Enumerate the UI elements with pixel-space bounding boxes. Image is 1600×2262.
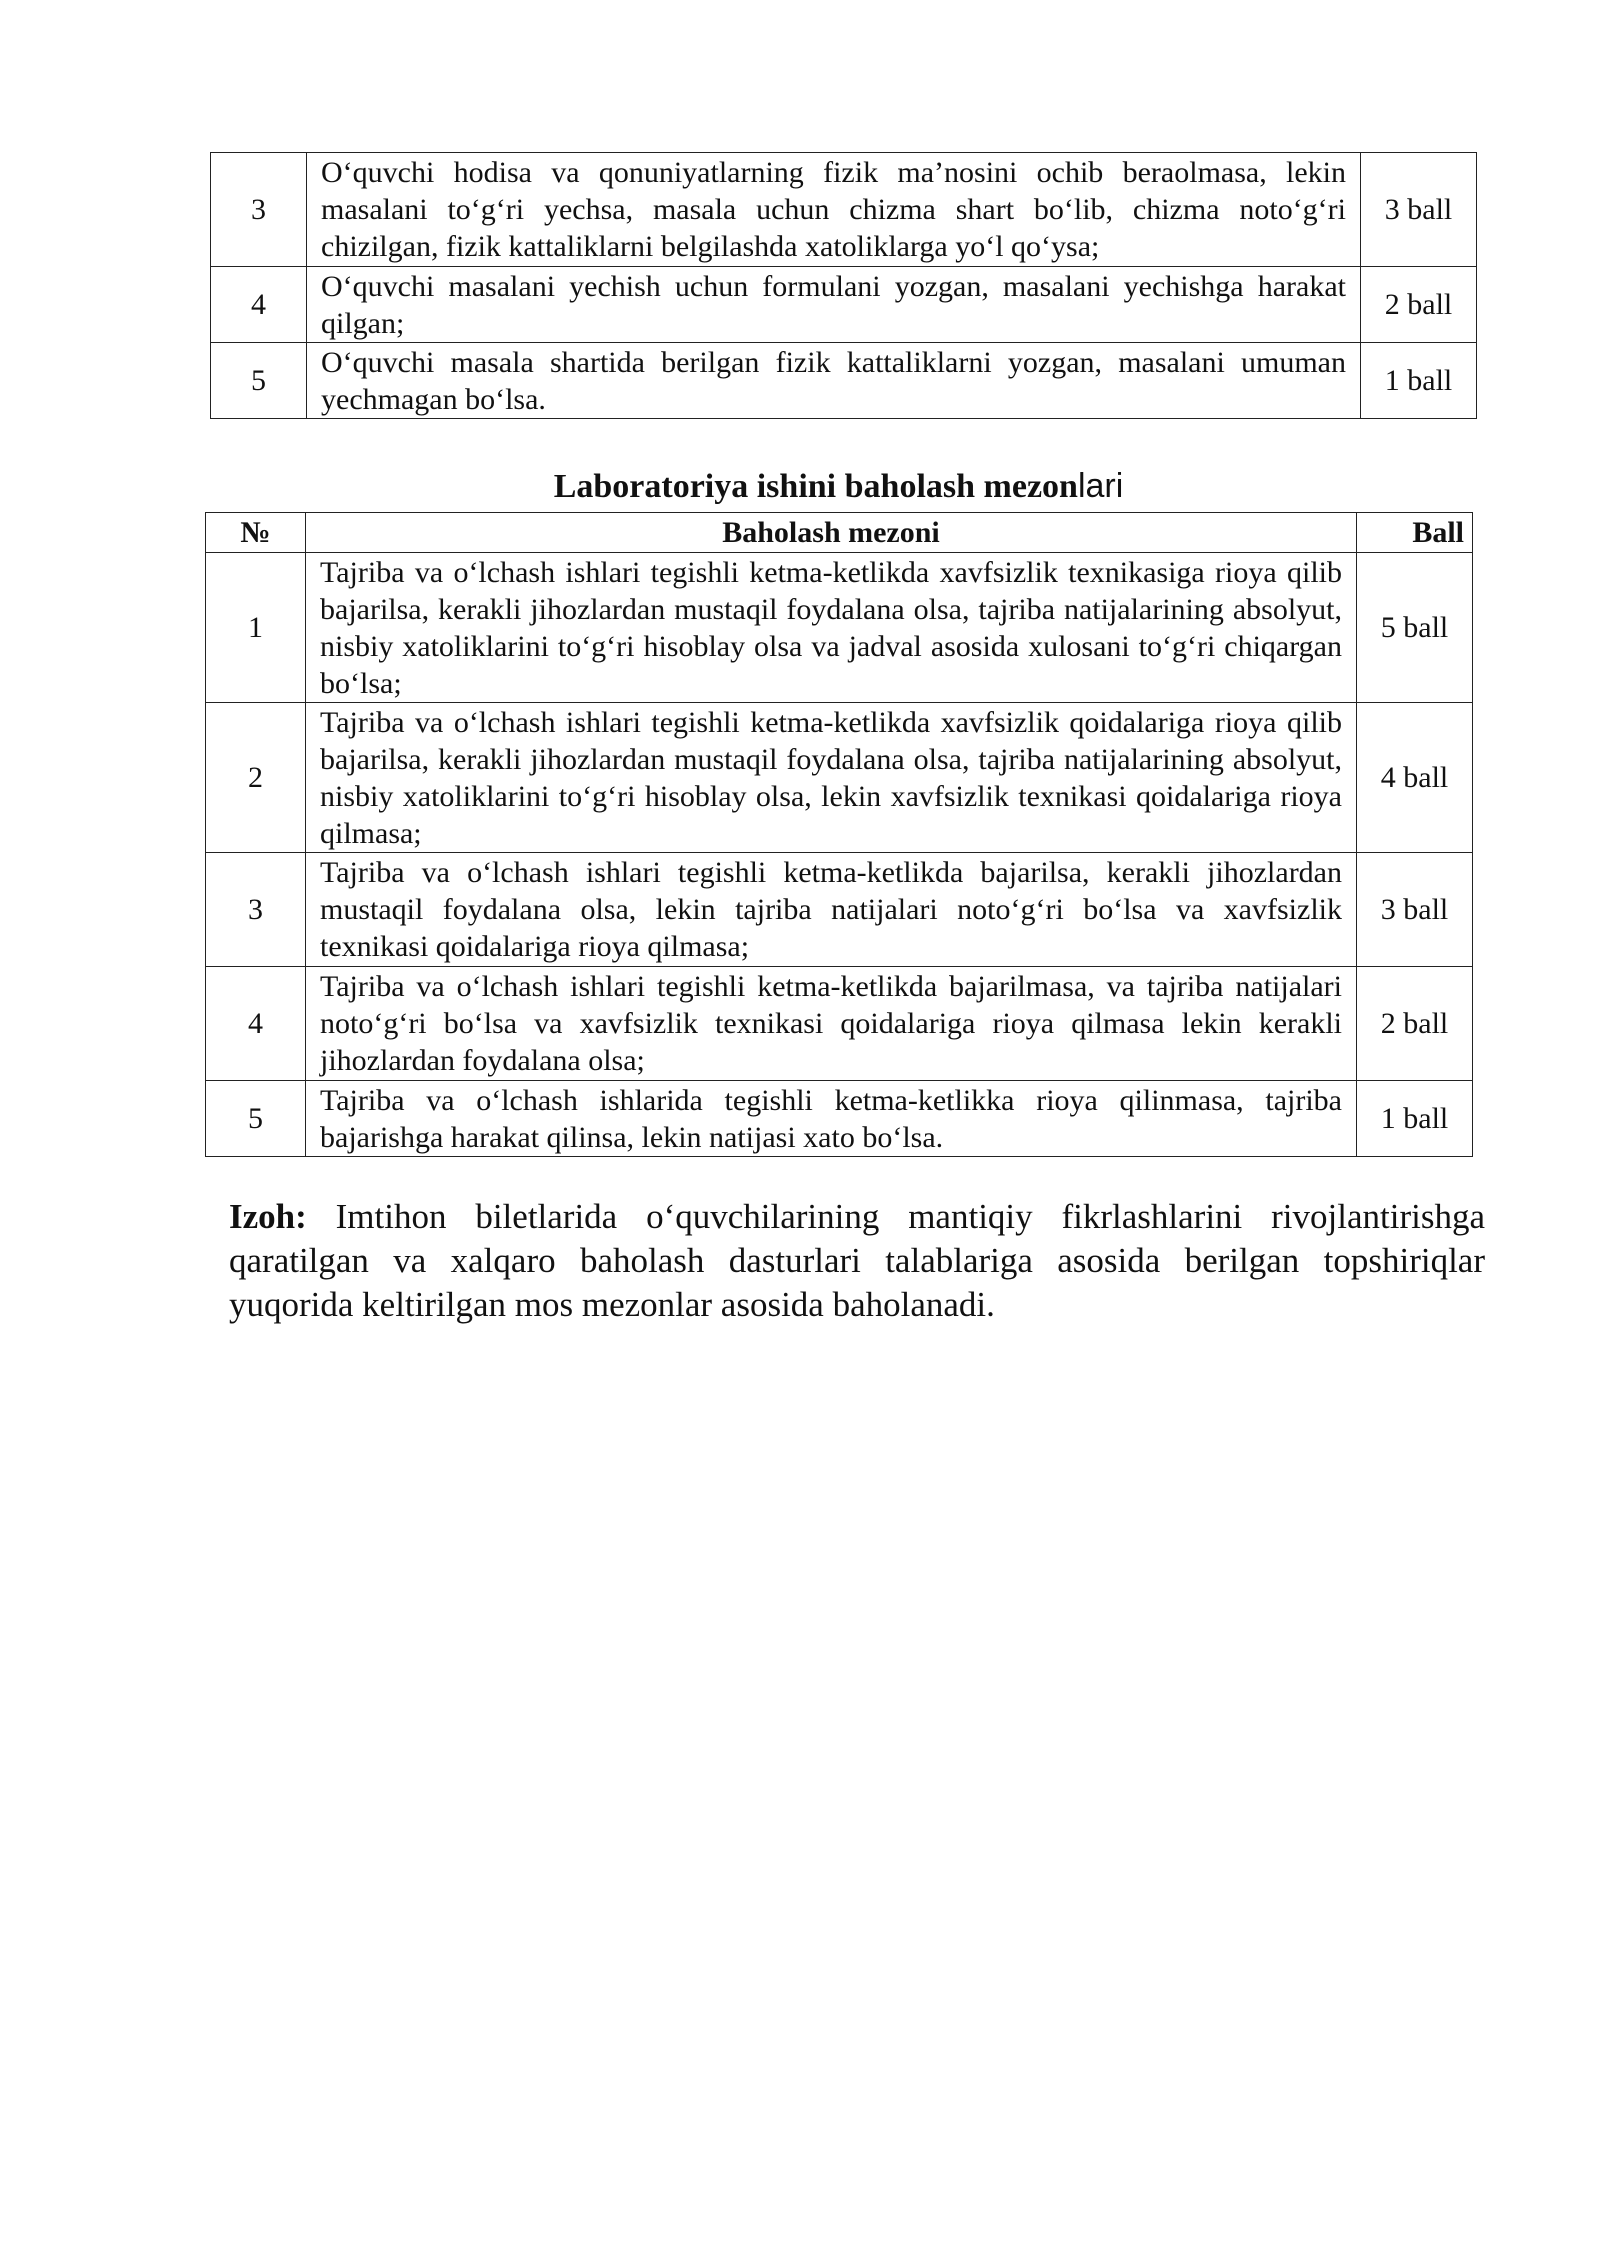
row-number: 5	[206, 1081, 306, 1157]
row-number: 4	[211, 267, 307, 343]
scoring-table-continued	[210, 152, 1477, 419]
row-number: 4	[206, 967, 306, 1081]
criterion-text: Tajriba va o‘lchash ishlarida tegishli ketma-ketlikka rioya qilinmasa, tajriba bajarishga harakat qilinsa, lekin natijasi xato bo‘lsa.	[306, 1081, 1357, 1157]
criterion-text: O‘quvchi masala shartida berilgan fizik kattaliklarni yozgan, masalani umuman yechmagan bo‘lsa.	[307, 343, 1361, 419]
table-row	[206, 703, 1473, 853]
score-cell: 2 ball	[1361, 267, 1477, 343]
column-header-ball: Ball	[1357, 513, 1473, 553]
criterion-text: Tajriba va o‘lchash ishlari tegishli ketma-ketlikda bajarilmasa, va tajriba natijalari noto‘g‘ri bo‘lsa va xavfsizlik texnikasi qoidalariga rioya qilmasa lekin kerakli jihozlardan foydalana olsa;	[306, 967, 1357, 1081]
table-row	[211, 153, 1477, 267]
table-row	[206, 853, 1473, 967]
table-row	[206, 553, 1473, 703]
note-label: Izoh:	[229, 1197, 307, 1236]
criterion-text: O‘quvchi hodisa va qonuniyatlarning fizik ma’nosini ochib beraolmasa, lekin masalani to‘g‘ri yechsa, masala uchun chizma shart bo‘lib, chizma noto‘g‘ri chizilgan, fizik kattaliklarni belgilashda xatoliklarga yo‘l qo‘ysa;	[307, 153, 1361, 267]
score-cell: 1 ball	[1361, 343, 1477, 419]
column-header-criterion: Baholash mezoni	[306, 513, 1357, 553]
row-number: 3	[206, 853, 306, 967]
section-title-suffix: lari	[1077, 467, 1124, 505]
table-row	[211, 267, 1477, 343]
row-number: 3	[211, 153, 307, 267]
score-cell: 2 ball	[1357, 967, 1473, 1081]
table-row	[211, 343, 1477, 419]
lab-criteria-table	[205, 512, 1473, 1157]
criterion-text: O‘quvchi masalani yechish uchun formulani yozgan, masalani yechishga harakat qilgan;	[307, 267, 1361, 343]
score-cell: 4 ball	[1357, 703, 1473, 853]
row-number: 2	[206, 703, 306, 853]
score-cell: 3 ball	[1361, 153, 1477, 267]
table-header-row	[206, 513, 1473, 553]
section-title	[205, 466, 1472, 507]
criterion-text: Tajriba va o‘lchash ishlari tegishli ketma-ketlikda bajarilsa, kerakli jihozlardan mustaqil foydalana olsa, lekin tajriba natijalari noto‘g‘ri bo‘lsa va xavfsizlik texnikasi qoidalariga rioya qilmasa;	[306, 853, 1357, 967]
score-cell: 3 ball	[1357, 853, 1473, 967]
section-title-main: Laboratoriya ishini baholash mezon	[553, 468, 1078, 505]
row-number: 1	[206, 553, 306, 703]
row-number: 5	[211, 343, 307, 419]
note-paragraph	[229, 1195, 1485, 1327]
criterion-text: Tajriba va o‘lchash ishlari tegishli ketma-ketlikda xavfsizlik qoidalariga rioya qilib bajarilsa, kerakli jihozlardan mustaqil foydalana olsa, tajriba natijalarining absolyut, nisbiy xatoliklarini to‘g‘ri hisoblay olsa, lekin xavfsizlik texnikasi qoidalariga rioya qilmasa;	[306, 703, 1357, 853]
column-header-number: №	[206, 513, 306, 553]
criterion-text: Tajriba va o‘lchash ishlari tegishli ketma-ketlikda xavfsizlik texnikasiga rioya qilib bajarilsa, kerakli jihozlardan mustaqil foydalana olsa, tajriba natijalarining absolyut, nisbiy xatoliklarini to‘g‘ri hisoblay olsa va jadval asosida xulosani to‘g‘ri chiqargan bo‘lsa;	[306, 553, 1357, 703]
score-cell: 5 ball	[1357, 553, 1473, 703]
table-row	[206, 967, 1473, 1081]
note-text: Imtihon biletlarida o‘quvchilarining mantiqiy fikrlashlarini rivojlantirishga qaratilgan va xalqaro baholash dasturlari talablariga asosida berilgan topshiriqlar yuqorida keltirilgan mos mezonlar asosida baholanadi.	[229, 1197, 1485, 1324]
score-cell: 1 ball	[1357, 1081, 1473, 1157]
table-row	[206, 1081, 1473, 1157]
